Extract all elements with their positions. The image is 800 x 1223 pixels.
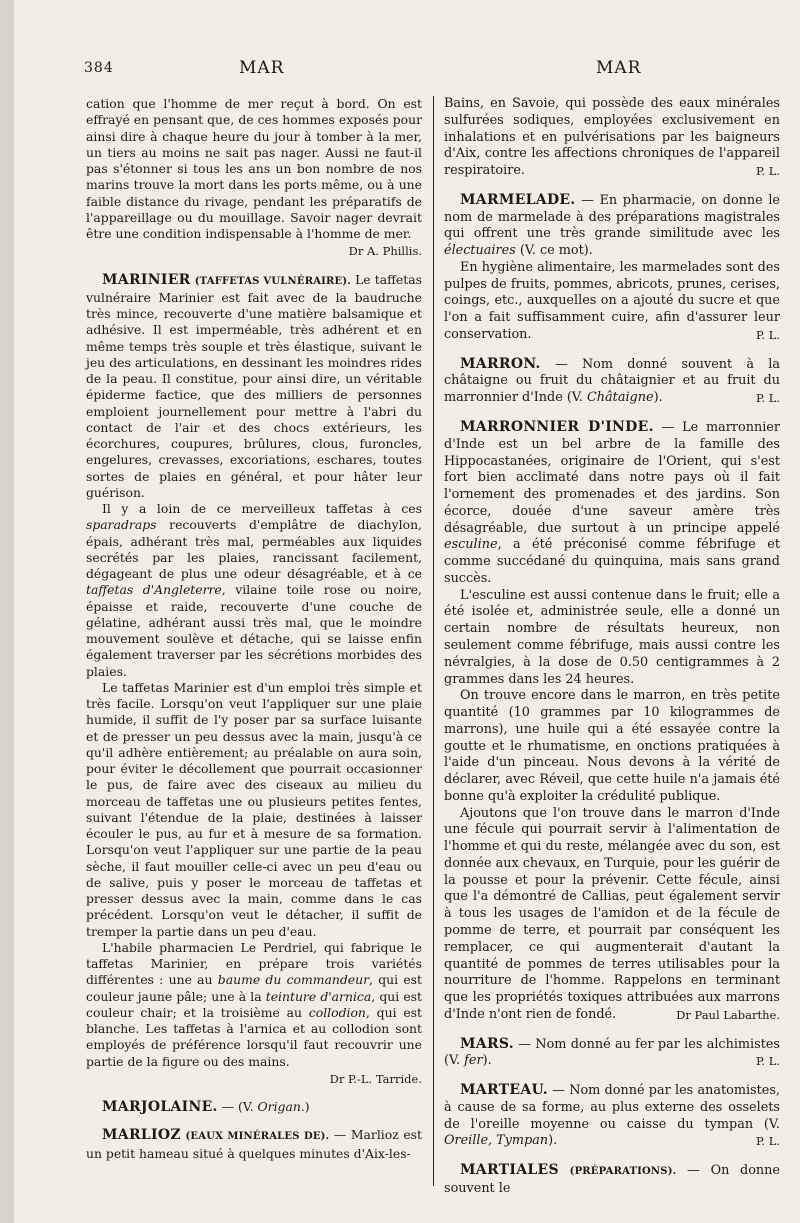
entry-paragraph: [444, 1036, 780, 1071]
italic-term: Châtaigne: [587, 390, 654, 406]
entry-marinier: [86, 272, 422, 1088]
text-run: ).: [548, 1133, 558, 1149]
signature: Dr A. Phillis.: [348, 244, 422, 259]
entry-paragraph: [86, 1127, 422, 1162]
text-run: , qui est couleur chair; et la troisième au: [86, 988, 422, 1020]
entry-marmelade: [444, 192, 780, 344]
entry-headword: MARMELADE.: [460, 191, 576, 208]
left-column: [86, 96, 422, 1162]
entry-headword: MARJOLAINE.: [102, 1099, 218, 1115]
entry-headword: MARRON.: [460, 355, 541, 372]
italic-term: Origan: [257, 1099, 301, 1114]
text-run: — Le marronnier d'Inde est un bel arbre de la famille des Hippocastanées, originaire de l'Orient, qui s'est fort bien acclimaté dans notre pays où il fait l'ornement des promenades et des jardins. Son écorce, douée d'une saveur amère très désagréable, due surtout à un principe appelé: [444, 420, 780, 536]
signature: Dr Paul Labarthe.: [676, 1007, 780, 1022]
running-head: [14, 58, 800, 82]
entry-marteau: [444, 1082, 780, 1150]
text-run: — En pharmacie, on donne le nom de marmelade à des préparations magistrales qui offrent une très grande similitude avec les: [444, 192, 780, 242]
entry-paragraph: [444, 806, 780, 1024]
signature: P. L.: [755, 1054, 780, 1069]
text-run: , vilaine toile rose ou noire, épaisse et raide, recouverte d'une couche de gélatine, adhérant aussi très mal, que le moindre mouvement soulève et détache, qui se laisse enfin également traverser par les sécrétions morbides des plaies.: [86, 582, 422, 679]
entry-text: — Marlioz est un petit hameau situé à quelques minutes d'Aix-les-: [86, 1127, 422, 1161]
italic-term: collodion: [308, 1004, 366, 1020]
entry-subtitle: (TAFFETAS VULNÉRAIRE).: [194, 275, 351, 287]
text-run: — Nom donné au fer par les alchimistes (V.: [444, 1036, 780, 1069]
running-title-right: MAR: [596, 58, 642, 78]
book-page: [14, 0, 800, 1223]
entry-paragraph: On trouve encore dans le marron, en très petite quantité (10 grammes par 10 kilogrammes de marrons), une huile qui a été essayée contre la goutte et le rhumatisme, en onctions pratiquées à l'aide d'un pinceau. Nous devons à la vérité de déclarer, avec Réveil, que cette huile n'a jamais été bonne qu'à exploiter la crédulité publique.: [444, 688, 780, 804]
text-run: Bains, en Savoie, qui possède des eaux minérales sulfurées sodiques, employées exclusivement en inhalations et en pulvérisations par les baigneurs d'Aix, contre les affections chroniques de l'appareil respiratoire.: [444, 96, 780, 179]
entry-text: Le taffetas vulnéraire Marinier est fait avec de la baudruche très mince, recouverte d'une matière balsamique et adhésive. Il est imperméable, très adhérent et en même temps très souple et très élastique, suivant le jeu des articulations, en dessinant les moindres rides de la peau. Il constitue, pour ainsi dire, un véritable épiderme factice, que des milliers de personnes emploient journellement pour mettre à l'abri du contact de l'air et des chocs extérieurs, les écorchures, coupures, brûlures, clous, furoncles, engelures, crevasses, excoriations, eschares, toutes sortes de plaies en général, et pour hâter leur guérison.: [86, 271, 422, 500]
entry-headword: MARRONNIER D'INDE.: [460, 419, 654, 436]
text-run: L'habile pharmacien Le Perdriel, qui fabrique le taffetas Marinier, en prépare trois variétés différentes : une au: [86, 939, 422, 988]
entry-paragraph: [444, 192, 780, 260]
entry-text: — On donne souvent le: [444, 1163, 780, 1196]
page-number: 384: [84, 60, 114, 76]
text-run: ).: [482, 1053, 492, 1069]
text-run: En hygiène alimentaire, les marmelades sont des pulpes de fruits, pommes, abricots, prunes, cerises, coings, etc., auxquelles on a ajouté du sucre et que l'on a fait suffisamment cuire, afin d'assurer leur conservation.: [444, 259, 780, 342]
signature: Dr P.-L. Tarride.: [329, 1071, 422, 1086]
column-divider: [433, 96, 434, 1186]
text-run: .): [300, 1099, 310, 1114]
text-run: Il y a loin de ce merveilleux taffetas à ces: [102, 501, 422, 516]
entry-paragraph: [86, 272, 422, 502]
signature: P. L.: [755, 164, 780, 179]
italic-term: sparadraps: [86, 517, 157, 533]
entry-paragraph: [444, 1162, 780, 1198]
entry-paragraph: L'esculine est aussi contenue dans le fruit; elle a été isolée et, administrée seule, elle a donné un certain nombre de résultats heureux, non seulement comme fébrifuge, mais aussi contre les névralgies, à la dose de 0.50 centigrammes à 2 grammes dans les 24 heures.: [444, 587, 780, 687]
entry-paragraph: Le taffetas Marinier est d'un emploi très simple et très facile. Lorsqu'on veut l'appliquer sur une plaie humide, il suffit de l'y poser par sa surface luisante et de presser un peu dessus avec la main, jusqu'à ce qu'il adhère entièrement; au préalable on aura soin, pour éviter le décollement que pourrait occasionner le pus, de faire avec des ciseaux au milieu du morceau de taffetas une ou plusieurs petites fentes, suivant l'étendue de la plaie, destinées à laisser écouler le pus, au fur et à mesure de sa formation. Lorsqu'on veut l'appliquer sur une partie de la peau sèche, il faut mouiller celle-ci avec un peu d'eau ou de salive, puis y poser le morceau de taffetas et presser dessus avec la main, comme dans le cas précédent. Lorsqu'on veut le détacher, il suffit de tremper la partie dans un peu d'eau.: [86, 679, 422, 939]
entry-headword: MARTEAU.: [460, 1082, 548, 1099]
entry-paragraph: [444, 260, 780, 344]
entry-headword: MARLIOZ: [102, 1127, 181, 1144]
entry-marron: [444, 356, 780, 407]
text-run: , qui est blanche. Les taffetas à l'arnica et au collodion sont employés de préférence lorsqu'il faut recouvrir une partie de la figure ou des mains.: [86, 1004, 422, 1069]
entry-paragraph: [444, 419, 780, 588]
italic-term: électuaires: [444, 243, 516, 259]
entry-paragraph: [86, 1099, 422, 1115]
continued-paragraph: [444, 96, 780, 180]
text-run: (V. ce mot).: [515, 243, 593, 259]
running-title-left: MAR: [239, 58, 285, 78]
text-run: ).: [653, 390, 663, 406]
italic-term: baume du commandeur: [217, 972, 370, 988]
text-run: , a été préconisé comme fébrifuge et comme succédané du quinquina, mais sans grand succès.: [444, 537, 780, 586]
entry-paragraph: [86, 940, 422, 1070]
text-run: — Nom donné souvent à la châtaigne ou fruit du châtaignier et au fruit du marronnier d'Inde (V.: [444, 356, 780, 406]
text-run: recouverts d'emplâtre de diachylon, épais, adhérant très mal, perméables aux liquides secrétés par les plaies, rancissant facilement, dégageant de plus une odeur désagréable, et à ce: [86, 517, 422, 581]
italic-term: fer: [464, 1053, 483, 1069]
entry-paragraph: [86, 501, 422, 680]
text-run: — Nom donné par les anatomistes, à cause de sa forme, au plus externe des osselets de l'oreille moyenne ou caisse du tympan (V.: [444, 1083, 780, 1132]
signature: P. L.: [755, 327, 780, 342]
entry-headword: MARTIALES: [460, 1162, 559, 1179]
entry-paragraph: [444, 1082, 780, 1150]
italic-term: esculine: [444, 537, 498, 553]
italic-term: teinture d'arnica: [265, 988, 372, 1004]
entry-mars: [444, 1036, 780, 1071]
signature: P. L.: [755, 391, 780, 406]
entry-paragraph: [444, 356, 780, 407]
entry-subtitle: (PRÉPARATIONS).: [569, 1166, 677, 1178]
entry-subtitle: (EAUX MINÉRALES DE).: [185, 1131, 330, 1143]
continued-paragraph: cation que l'homme de mer reçut à bord. On est effrayé en pensant que, de ces hommes exposés pour ainsi dire à chaque heure du jour à tomber à la mer, un tiers au moins ne sait pas nager. Aussi ne faut-il pas s'étonner si tous les ans un bon nombre de nos marins trouve la mort dans les ports même, ou à une faible distance du rivage, pendant les préparatifs de l'appareillage ou du mouillage. Savoir nager devrait être une condition indispensable à l'homme de mer.: [86, 96, 422, 241]
text-run: — (V.: [217, 1099, 258, 1114]
text-run: , qui est couleur jaune pâle; une à la: [86, 972, 422, 1004]
entry-marlioz: [86, 1127, 422, 1162]
text-run: Ajoutons que l'on trouve dans le marron d'Inde une fécule qui pourrait servir à l'alimentation de l'homme et qui du reste, mélangée avec du son, est donnée aux chevaux, en Turquie, pour les guérir de la pousse et pour la prévenir. Cette fécule, ainsi que l'a démontré de Callias, peut également servir à tous les usages de l'amidon et de la fécule de pomme de terre, et pourrait par conséquent les remplacer, ce qui augmenterait d'autant la quantité de pommes de terres utilisables pour la nourriture de l'homme. Rappelons en terminant que les propriétés toxiques attribuées aux marrons d'Inde n'ont rien de fondé.: [444, 805, 780, 1022]
entry-marronnier: [444, 419, 780, 1024]
signature: P. L.: [755, 1134, 780, 1149]
right-column: [444, 96, 780, 1198]
italic-term: Oreille, Tympan: [444, 1133, 549, 1149]
entry-headword: MARINIER: [102, 271, 191, 288]
entry-martiales: [444, 1162, 780, 1198]
italic-term: taffetas d'Angleterre: [86, 582, 222, 598]
entry-marjolaine: [86, 1099, 422, 1115]
entry-headword: MARS.: [460, 1035, 514, 1052]
